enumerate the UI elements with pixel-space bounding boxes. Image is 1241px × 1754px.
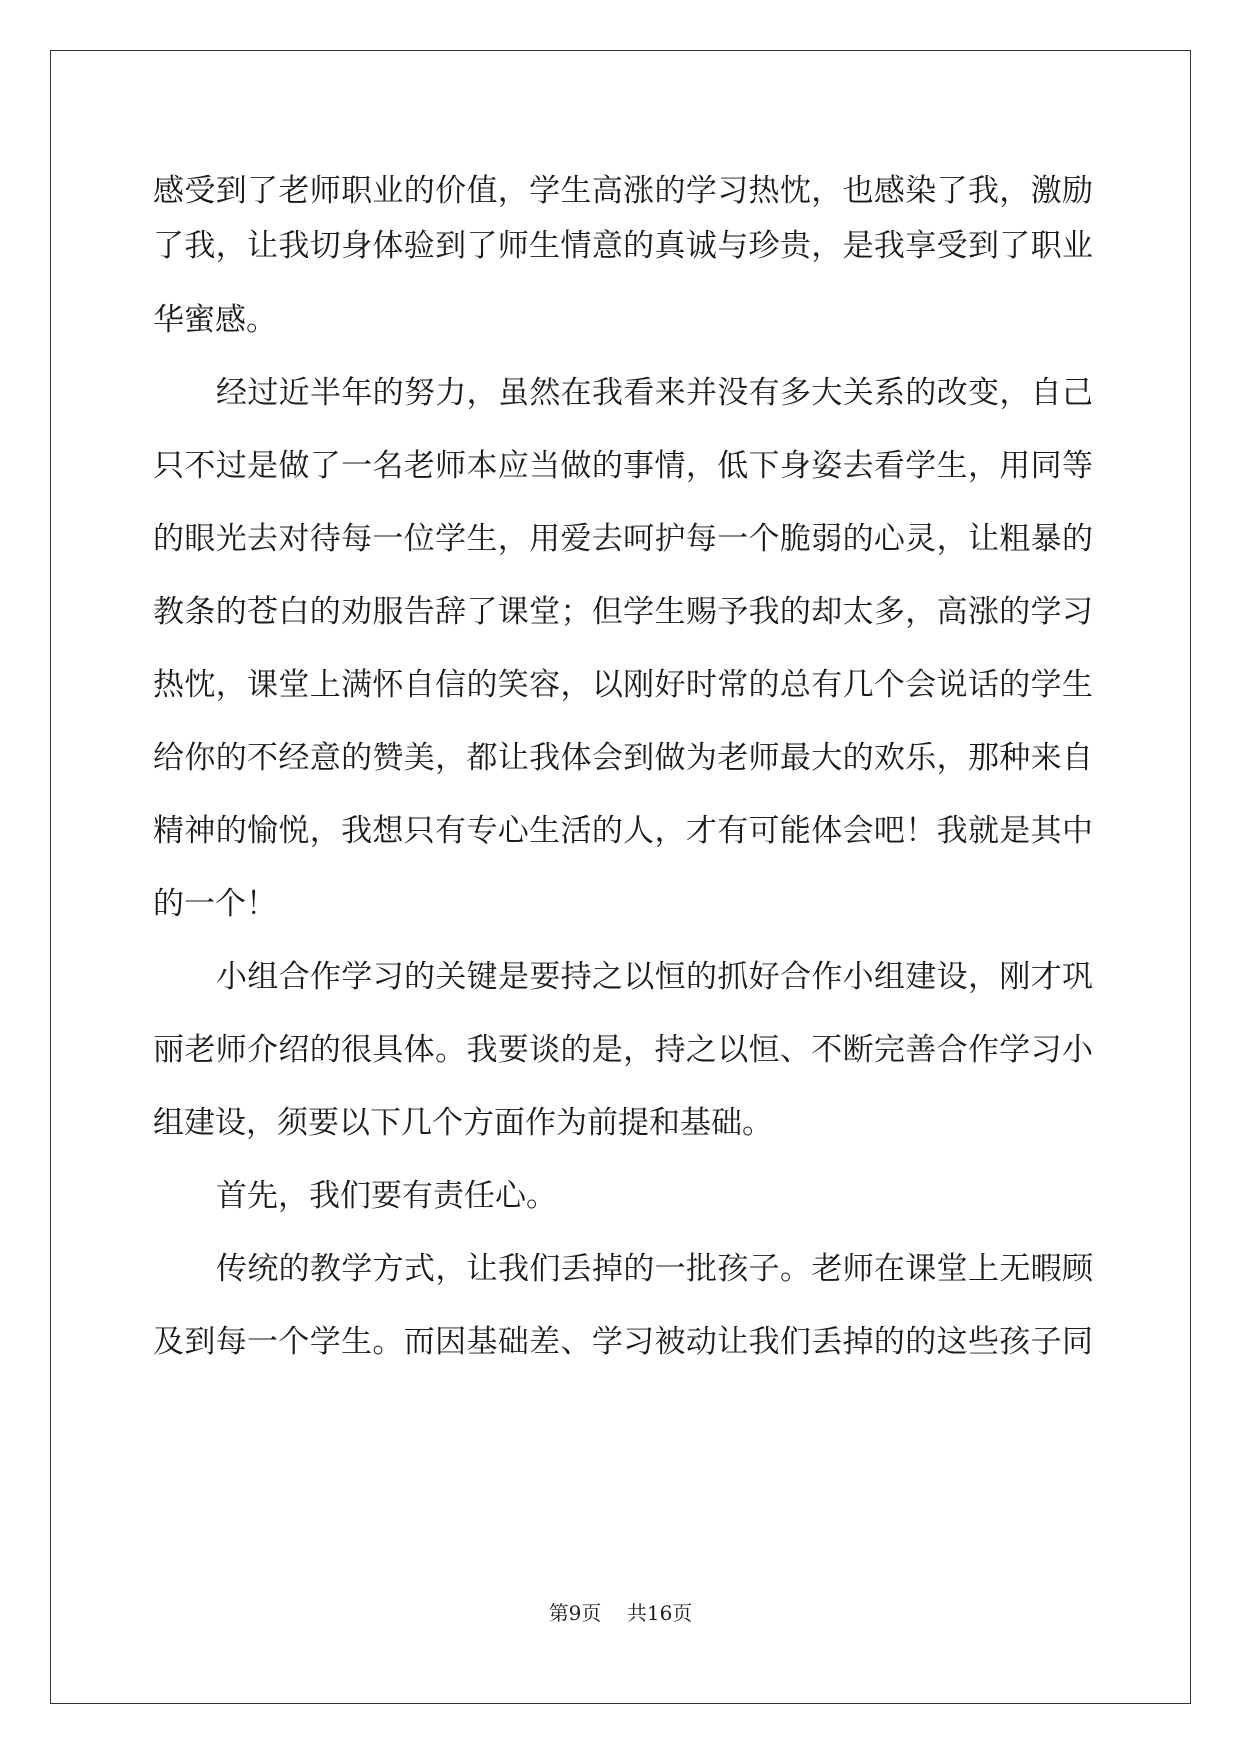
text-line: 精神的愉悦，我想只有专心生活的人，才有可能体会吧！我就是其中 [153,813,1093,849]
text-line: 丽老师介绍的很具体。我要谈的是，持之以恒、不断完善合作学习小 [153,1032,1093,1068]
page-footer [0,1600,1241,1626]
text-line: 经过近半年的努力，虽然在我看来并没有多大关系的改变，自己 [216,375,1093,411]
text-line: 组建设，须要以下几个方面作为前提和基础。 [153,1105,773,1141]
text-line: 教条的苍白的劝服告辞了课堂；但学生赐予我的却太多，高涨的学习 [153,594,1093,630]
text-line: 传统的教学方式，让我们丢掉的一批孩子。老师在课堂上无暇顾 [216,1251,1093,1287]
text-line: 了我，让我切身体验到了师生情意的真诚与珍贵，是我享受到了职业 [153,228,1093,264]
page-number: 第9页 [548,1601,602,1625]
text-line: 热忱，课堂上满怀自信的笑容，以刚好时常的总有几个会说话的学生 [153,667,1093,703]
text-line: 的一个！ [153,886,277,922]
text-line: 小组合作学习的关键是要持之以恒的抓好合作小组建设，刚才巩 [216,959,1093,995]
text-line: 感受到了老师职业的价值，学生高涨的学习热忱，也感染了我，激励 [153,173,1093,209]
text-line: 只不过是做了一名老师本应当做的事情，低下身姿去看学生，用同等 [153,448,1093,484]
text-line: 华蜜感。 [153,302,277,338]
text-line: 首先，我们要有责任心。 [216,1178,557,1214]
text-line: 及到每一个学生。而因基础差、学习被动让我们丢掉的的这些孩子同 [153,1324,1093,1360]
page-total: 共16页 [626,1601,693,1625]
text-line: 的眼光去对待每一位学生，用爱去呵护每一个脆弱的心灵，让粗暴的 [153,521,1093,557]
text-line: 给你的不经意的赞美，都让我体会到做为老师最大的欢乐，那种来自 [153,740,1093,776]
page-border [50,50,1191,1704]
